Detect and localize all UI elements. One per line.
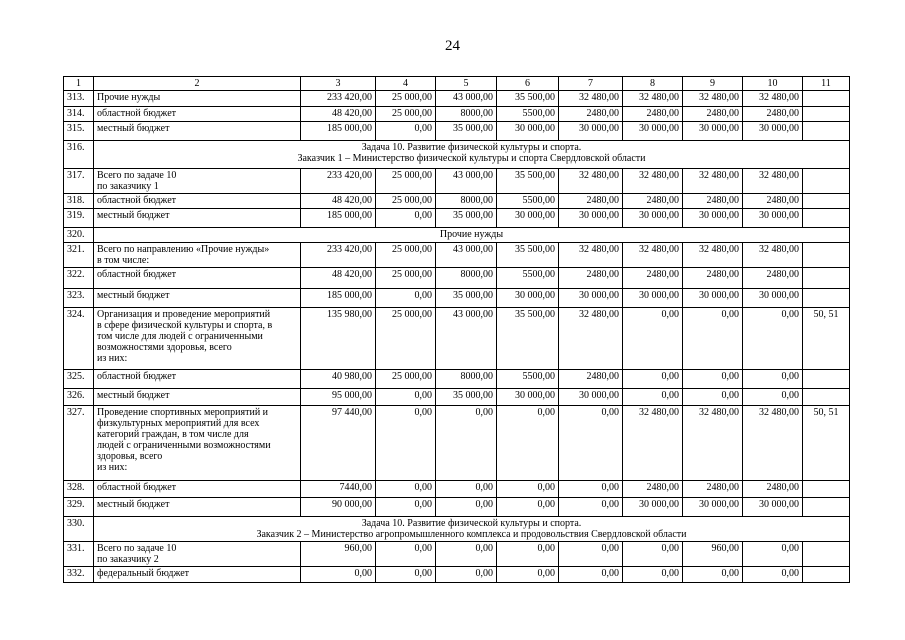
column-number: 7: [559, 77, 623, 91]
amount-cell: 30 000,00: [559, 122, 623, 141]
column-number: 6: [497, 77, 559, 91]
amount-cell: 30 000,00: [743, 122, 803, 141]
row-name: местный бюджет: [94, 209, 301, 228]
reference-cell: [803, 268, 850, 289]
amount-cell: 35 500,00: [497, 308, 559, 370]
amount-cell: 0,00: [436, 481, 497, 498]
reference-cell: [803, 567, 850, 583]
column-number: 8: [623, 77, 683, 91]
row-name: местный бюджет: [94, 389, 301, 406]
amount-cell: 2480,00: [559, 107, 623, 122]
amount-cell: 35 000,00: [436, 209, 497, 228]
reference-cell: [803, 107, 850, 122]
amount-cell: 30 000,00: [743, 289, 803, 308]
table-row: [64, 289, 850, 308]
table-row: [64, 122, 850, 141]
column-number: 1: [64, 77, 94, 91]
budget-table: [63, 76, 850, 583]
reference-cell: [803, 542, 850, 567]
column-number: 11: [803, 77, 850, 91]
amount-cell: 0,00: [376, 498, 436, 517]
amount-cell: 0,00: [559, 406, 623, 481]
amount-cell: 90 000,00: [301, 498, 376, 517]
amount-cell: 32 480,00: [683, 91, 743, 107]
row-name: федеральный бюджет: [94, 567, 301, 583]
amount-cell: 0,00: [376, 122, 436, 141]
table-row: [64, 268, 850, 289]
amount-cell: 185 000,00: [301, 209, 376, 228]
reference-cell: [803, 498, 850, 517]
row-number: 320.: [64, 228, 94, 243]
amount-cell: 2480,00: [683, 107, 743, 122]
amount-cell: 35 000,00: [436, 122, 497, 141]
amount-cell: 30 000,00: [743, 209, 803, 228]
amount-cell: 0,00: [497, 406, 559, 481]
row-name: областной бюджет: [94, 107, 301, 122]
row-number: 330.: [64, 517, 94, 542]
table-row: [64, 91, 850, 107]
amount-cell: 25 000,00: [376, 194, 436, 209]
amount-cell: 2480,00: [559, 268, 623, 289]
amount-cell: 2480,00: [623, 481, 683, 498]
amount-cell: 43 000,00: [436, 91, 497, 107]
amount-cell: 0,00: [376, 542, 436, 567]
amount-cell: 25 000,00: [376, 308, 436, 370]
amount-cell: 32 480,00: [623, 243, 683, 268]
amount-cell: 95 000,00: [301, 389, 376, 406]
amount-cell: 30 000,00: [683, 209, 743, 228]
reference-cell: [803, 122, 850, 141]
table-row: [64, 389, 850, 406]
amount-cell: 30 000,00: [497, 289, 559, 308]
amount-cell: 0,00: [743, 542, 803, 567]
table-body: [64, 77, 850, 583]
amount-cell: 0,00: [683, 308, 743, 370]
reference-cell: [803, 91, 850, 107]
amount-cell: 0,00: [559, 498, 623, 517]
amount-cell: 30 000,00: [743, 498, 803, 517]
amount-cell: 32 480,00: [743, 91, 803, 107]
amount-cell: 25 000,00: [376, 268, 436, 289]
amount-cell: 960,00: [683, 542, 743, 567]
amount-cell: 43 000,00: [436, 169, 497, 194]
row-number: 328.: [64, 481, 94, 498]
amount-cell: 8000,00: [436, 107, 497, 122]
amount-cell: 2480,00: [623, 194, 683, 209]
table-row: [64, 370, 850, 389]
reference-cell: [803, 243, 850, 268]
amount-cell: 30 000,00: [683, 289, 743, 308]
reference-cell: [803, 389, 850, 406]
column-number-row: [64, 77, 850, 91]
amount-cell: 25 000,00: [376, 370, 436, 389]
row-number: 313.: [64, 91, 94, 107]
row-number: 329.: [64, 498, 94, 517]
row-name: местный бюджет: [94, 498, 301, 517]
amount-cell: 0,00: [376, 389, 436, 406]
reference-cell: 50, 51: [803, 406, 850, 481]
reference-cell: [803, 481, 850, 498]
row-number: 327.: [64, 406, 94, 481]
section-header-row: [64, 141, 850, 169]
subsection-title: Прочие нужды: [94, 228, 850, 243]
amount-cell: 32 480,00: [743, 169, 803, 194]
amount-cell: 0,00: [623, 389, 683, 406]
amount-cell: 0,00: [497, 481, 559, 498]
amount-cell: 0,00: [683, 389, 743, 406]
subheader-row: [64, 228, 850, 243]
amount-cell: 2480,00: [743, 268, 803, 289]
column-number: 4: [376, 77, 436, 91]
table-row: [64, 406, 850, 481]
reference-cell: [803, 289, 850, 308]
row-name: Всего по направлению «Прочие нужды» в том числе:: [94, 243, 301, 268]
amount-cell: 2480,00: [623, 107, 683, 122]
reference-cell: [803, 209, 850, 228]
amount-cell: 2480,00: [623, 268, 683, 289]
table-row: [64, 194, 850, 209]
row-name: Организация и проведение мероприятий в сфере физической культуры и спорта, в том числе для людей с ограниченными возможностями здоровья, всего из них:: [94, 308, 301, 370]
amount-cell: 135 980,00: [301, 308, 376, 370]
row-number: 323.: [64, 289, 94, 308]
table-row: [64, 209, 850, 228]
row-name: местный бюджет: [94, 289, 301, 308]
amount-cell: 5500,00: [497, 107, 559, 122]
row-number: 331.: [64, 542, 94, 567]
row-number: 326.: [64, 389, 94, 406]
amount-cell: 97 440,00: [301, 406, 376, 481]
amount-cell: 32 480,00: [743, 406, 803, 481]
amount-cell: 32 480,00: [623, 91, 683, 107]
amount-cell: 2480,00: [559, 370, 623, 389]
amount-cell: 185 000,00: [301, 122, 376, 141]
amount-cell: 35 000,00: [436, 289, 497, 308]
row-number: 319.: [64, 209, 94, 228]
amount-cell: 0,00: [376, 567, 436, 583]
amount-cell: 35 000,00: [436, 389, 497, 406]
amount-cell: 0,00: [623, 308, 683, 370]
reference-cell: 50, 51: [803, 308, 850, 370]
amount-cell: 2480,00: [683, 268, 743, 289]
amount-cell: 0,00: [436, 567, 497, 583]
amount-cell: 0,00: [743, 389, 803, 406]
amount-cell: 8000,00: [436, 268, 497, 289]
row-number: 315.: [64, 122, 94, 141]
amount-cell: 0,00: [559, 567, 623, 583]
amount-cell: 5500,00: [497, 194, 559, 209]
amount-cell: 8000,00: [436, 194, 497, 209]
table-row: [64, 169, 850, 194]
column-number: 2: [94, 77, 301, 91]
section-title: Задача 10. Развитие физической культуры и спорта. Заказчик 1 – Министерство физической культуры и спорта Свердловской области: [94, 141, 850, 169]
amount-cell: 30 000,00: [497, 389, 559, 406]
amount-cell: 30 000,00: [559, 289, 623, 308]
amount-cell: 48 420,00: [301, 194, 376, 209]
row-number: 321.: [64, 243, 94, 268]
amount-cell: 30 000,00: [623, 209, 683, 228]
amount-cell: 2480,00: [559, 194, 623, 209]
row-number: 322.: [64, 268, 94, 289]
amount-cell: 5500,00: [497, 268, 559, 289]
row-number: 317.: [64, 169, 94, 194]
section-title: Задача 10. Развитие физической культуры и спорта. Заказчик 2 – Министерство агропромышленного комплекса и продовольствия Свердловской области: [94, 517, 850, 542]
amount-cell: 0,00: [376, 209, 436, 228]
amount-cell: 0,00: [683, 567, 743, 583]
amount-cell: 30 000,00: [559, 209, 623, 228]
amount-cell: 0,00: [559, 542, 623, 567]
row-name: местный бюджет: [94, 122, 301, 141]
row-name: областной бюджет: [94, 370, 301, 389]
amount-cell: 32 480,00: [559, 91, 623, 107]
column-number: 5: [436, 77, 497, 91]
amount-cell: 0,00: [376, 481, 436, 498]
amount-cell: 233 420,00: [301, 91, 376, 107]
table-row: [64, 243, 850, 268]
amount-cell: 0,00: [436, 542, 497, 567]
amount-cell: 25 000,00: [376, 91, 436, 107]
section-header-row: [64, 517, 850, 542]
amount-cell: 0,00: [743, 308, 803, 370]
amount-cell: 2480,00: [743, 107, 803, 122]
amount-cell: 32 480,00: [559, 308, 623, 370]
amount-cell: 35 500,00: [497, 169, 559, 194]
amount-cell: 0,00: [301, 567, 376, 583]
amount-cell: 0,00: [376, 406, 436, 481]
amount-cell: 30 000,00: [497, 122, 559, 141]
amount-cell: 25 000,00: [376, 107, 436, 122]
amount-cell: 32 480,00: [683, 243, 743, 268]
amount-cell: 2480,00: [743, 194, 803, 209]
table-row: [64, 308, 850, 370]
column-number: 3: [301, 77, 376, 91]
amount-cell: 30 000,00: [497, 209, 559, 228]
table-row: [64, 567, 850, 583]
amount-cell: 0,00: [623, 542, 683, 567]
amount-cell: 2480,00: [683, 194, 743, 209]
row-name: Прочие нужды: [94, 91, 301, 107]
reference-cell: [803, 370, 850, 389]
amount-cell: 43 000,00: [436, 308, 497, 370]
amount-cell: 32 480,00: [743, 243, 803, 268]
amount-cell: 48 420,00: [301, 268, 376, 289]
row-number: 314.: [64, 107, 94, 122]
amount-cell: 30 000,00: [683, 122, 743, 141]
row-name: областной бюджет: [94, 481, 301, 498]
table-row: [64, 542, 850, 567]
amount-cell: 0,00: [497, 567, 559, 583]
column-number: 10: [743, 77, 803, 91]
row-name: Всего по задаче 10 по заказчику 2: [94, 542, 301, 567]
row-number: 324.: [64, 308, 94, 370]
table-row: [64, 498, 850, 517]
amount-cell: 25 000,00: [376, 243, 436, 268]
amount-cell: 30 000,00: [559, 389, 623, 406]
amount-cell: 8000,00: [436, 370, 497, 389]
reference-cell: [803, 169, 850, 194]
row-name: областной бюджет: [94, 194, 301, 209]
amount-cell: 233 420,00: [301, 243, 376, 268]
amount-cell: 35 500,00: [497, 91, 559, 107]
row-number: 318.: [64, 194, 94, 209]
amount-cell: 5500,00: [497, 370, 559, 389]
amount-cell: 30 000,00: [623, 498, 683, 517]
amount-cell: 960,00: [301, 542, 376, 567]
amount-cell: 0,00: [623, 370, 683, 389]
amount-cell: 0,00: [683, 370, 743, 389]
amount-cell: 48 420,00: [301, 107, 376, 122]
amount-cell: 43 000,00: [436, 243, 497, 268]
page-number: 24: [445, 38, 460, 54]
amount-cell: 0,00: [559, 481, 623, 498]
amount-cell: 2480,00: [683, 481, 743, 498]
row-name: Проведение спортивных мероприятий и физкультурных мероприятий для всех категорий граждан, в том числе для людей с ограниченными возможностями здоровья, всего из них:: [94, 406, 301, 481]
amount-cell: 32 480,00: [623, 169, 683, 194]
amount-cell: 30 000,00: [623, 122, 683, 141]
row-name: областной бюджет: [94, 268, 301, 289]
amount-cell: 2480,00: [743, 481, 803, 498]
row-name: Всего по задаче 10 по заказчику 1: [94, 169, 301, 194]
amount-cell: 185 000,00: [301, 289, 376, 308]
table-row: [64, 107, 850, 122]
row-number: 332.: [64, 567, 94, 583]
amount-cell: 32 480,00: [559, 169, 623, 194]
row-number: 325.: [64, 370, 94, 389]
amount-cell: 0,00: [623, 567, 683, 583]
amount-cell: 32 480,00: [683, 406, 743, 481]
column-number: 9: [683, 77, 743, 91]
amount-cell: 25 000,00: [376, 169, 436, 194]
amount-cell: 0,00: [743, 567, 803, 583]
amount-cell: 7440,00: [301, 481, 376, 498]
reference-cell: [803, 194, 850, 209]
amount-cell: 233 420,00: [301, 169, 376, 194]
table-row: [64, 481, 850, 498]
amount-cell: 0,00: [497, 542, 559, 567]
amount-cell: 35 500,00: [497, 243, 559, 268]
amount-cell: 0,00: [436, 406, 497, 481]
amount-cell: 30 000,00: [683, 498, 743, 517]
amount-cell: 0,00: [376, 289, 436, 308]
amount-cell: 32 480,00: [559, 243, 623, 268]
amount-cell: 40 980,00: [301, 370, 376, 389]
amount-cell: 32 480,00: [683, 169, 743, 194]
amount-cell: 32 480,00: [623, 406, 683, 481]
row-number: 316.: [64, 141, 94, 169]
amount-cell: 0,00: [743, 370, 803, 389]
amount-cell: 0,00: [436, 498, 497, 517]
amount-cell: 30 000,00: [623, 289, 683, 308]
amount-cell: 0,00: [497, 498, 559, 517]
